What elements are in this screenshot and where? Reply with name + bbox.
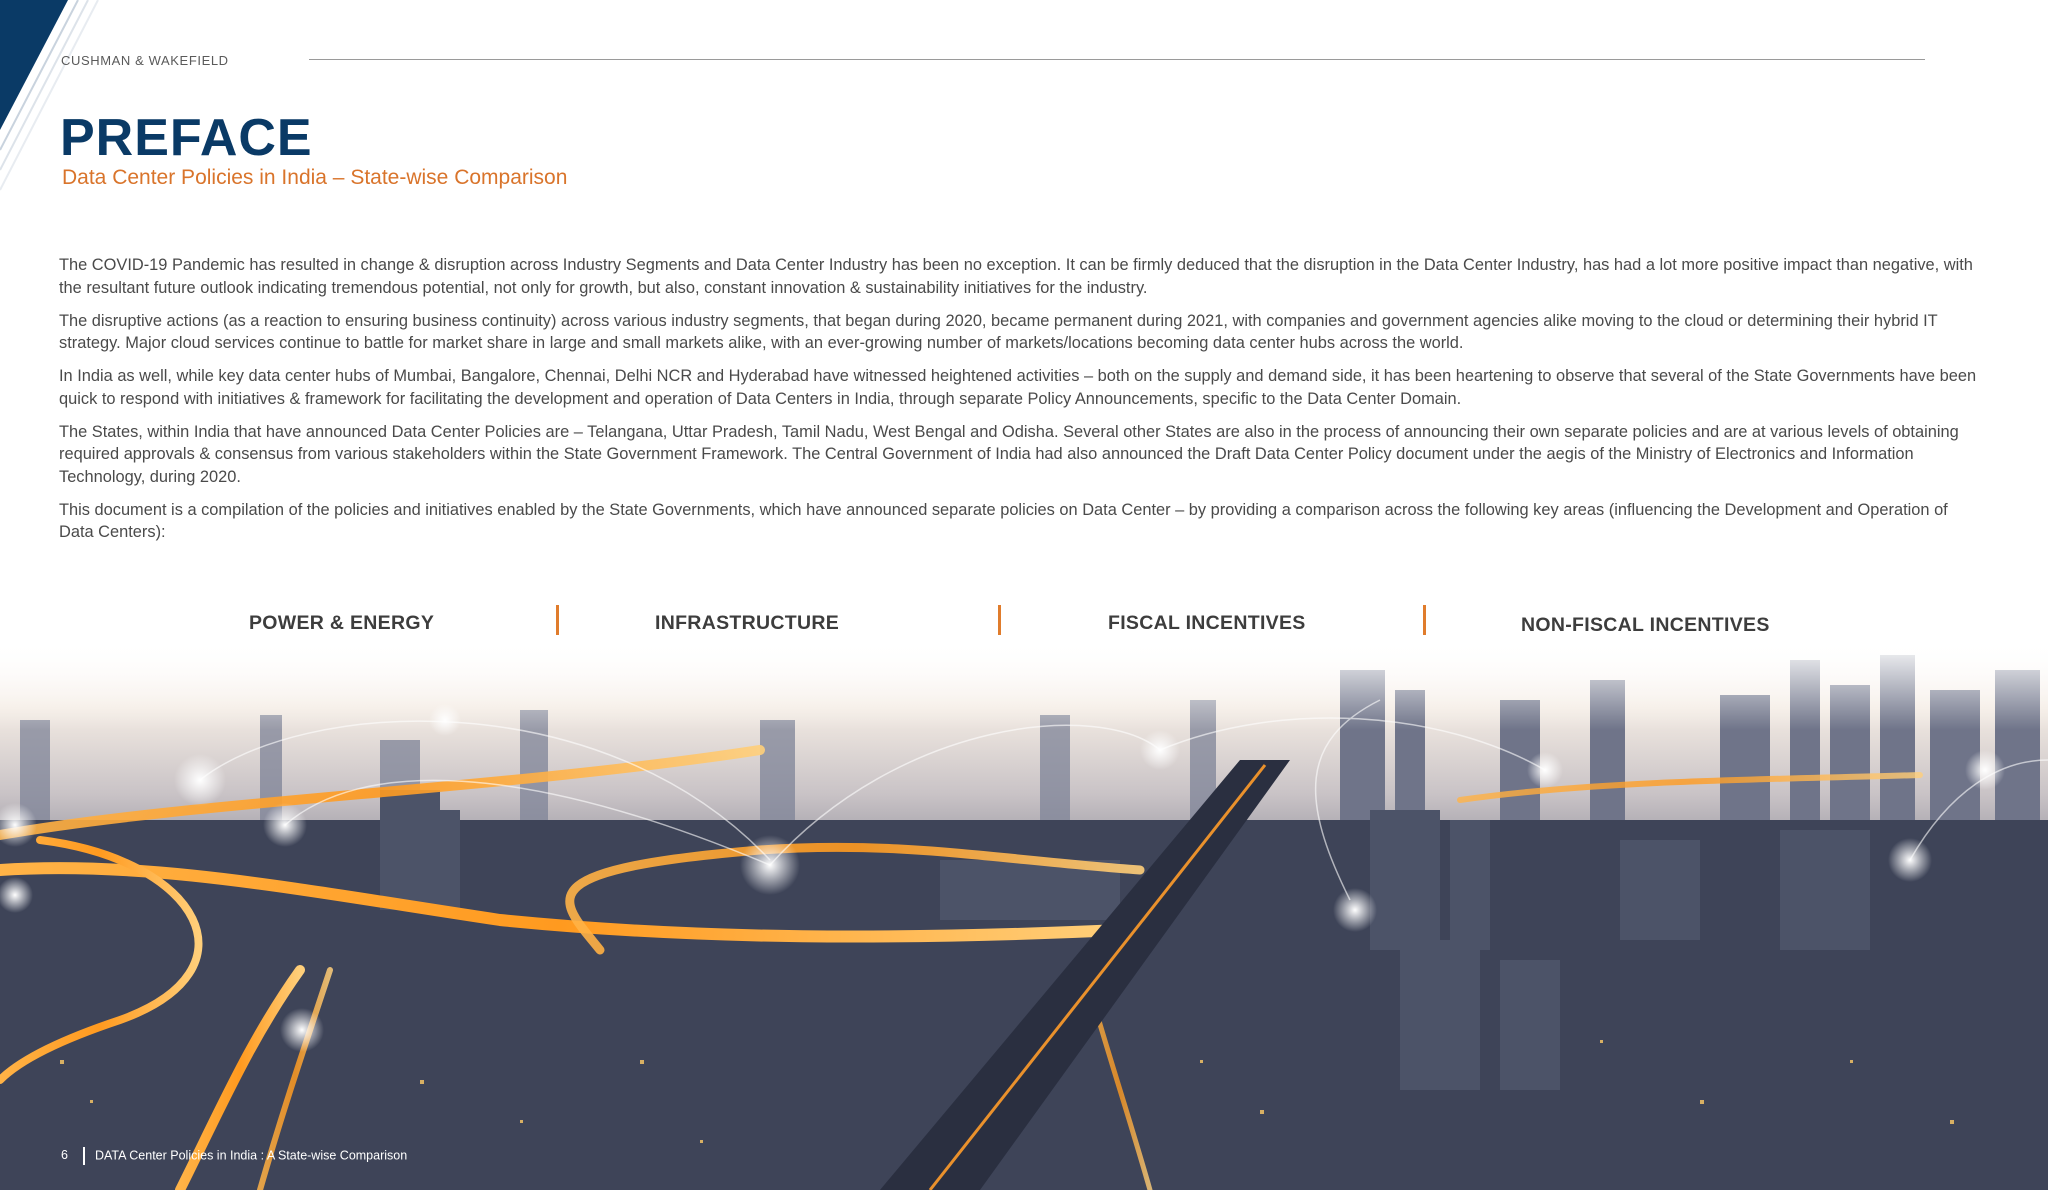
key-area-infrastructure: INFRASTRUCTURE	[655, 612, 840, 634]
paragraph: In India as well, while key data center hubs of Mumbai, Bangalore, Chennai, Delhi NCR and Hyderabad have witnessed heightened activities – both on the supply and demand side, it has been heartening to observe that several of the State Governments have been quick to respond with initiatives & framework for facilitating the development and operation of Data Centers in India, through separate Policy Announcements, specific to the Data Center Domain.	[59, 367, 1977, 408]
page-number: 6	[61, 1148, 68, 1163]
key-area-separator	[1423, 605, 1426, 635]
page-subtitle: Data Center Policies in India – State-wise Comparison	[62, 166, 568, 189]
page-title: PREFACE	[60, 109, 313, 167]
brand-name: CUSHMAN & WAKEFIELD	[61, 53, 229, 68]
paragraph: The disruptive actions (as a reaction to ensuring business continuity) across various industry segments, that began during 2020, became permanent during 2021, with companies and government agencies alike moving to the cloud or determining their hybrid IT strategy. Major cloud services continue to battle for market share in large and small markets alike, with an ever-growing number of markets/locations becoming data center hubs across the world.	[59, 311, 1938, 352]
paragraph: The States, within India that have announced Data Center Policies are – Telangana, Uttar Pradesh, Tamil Nadu, West Bengal and Odisha. Several other States are also in the process of announcing their own separate policies and are at various levels of obtaining required approvals & consensus from various stakeholders within the State Government Framework. The Central Government of India had also announced the Draft Data Center Policy document under the aegis of the Ministry of Electronics and Information Technology, during 2020.	[59, 422, 1959, 486]
key-areas-row	[0, 600, 2048, 640]
header-divider	[309, 59, 1925, 60]
key-area-separator	[556, 605, 559, 635]
key-area-separator	[998, 605, 1001, 635]
key-area-power-energy: POWER & ENERGY	[249, 612, 435, 634]
paragraph: This document is a compilation of the policies and initiatives enabled by the State Governments, which have announced separate policies on Data Center – by providing a comparison across the following key areas (influencing the Development and Operation of Data Centers):	[59, 500, 1948, 541]
footer-doc-title: DATA Center Policies in India : A State-wise Comparison	[95, 1148, 408, 1163]
key-area-fiscal-incentives: FISCAL INCENTIVES	[1108, 612, 1306, 634]
preface-body	[59, 254, 1979, 554]
footer-divider	[83, 1147, 85, 1165]
page-footer	[61, 1147, 407, 1165]
city-skyline-image	[0, 640, 2048, 1190]
key-area-non-fiscal-incentives: NON-FISCAL INCENTIVES	[1521, 614, 1770, 636]
paragraph: The COVID-19 Pandemic has resulted in change & disruption across Industry Segments and Data Center Industry has been no exception. It can be firmly deduced that the disruption in the Data Center Industry, has had a lot more positive impact than negative, with the resultant future outlook indicating tremendous potential, not only for growth, but also, constant innovation & sustainability initiatives for the industry.	[59, 256, 1973, 297]
